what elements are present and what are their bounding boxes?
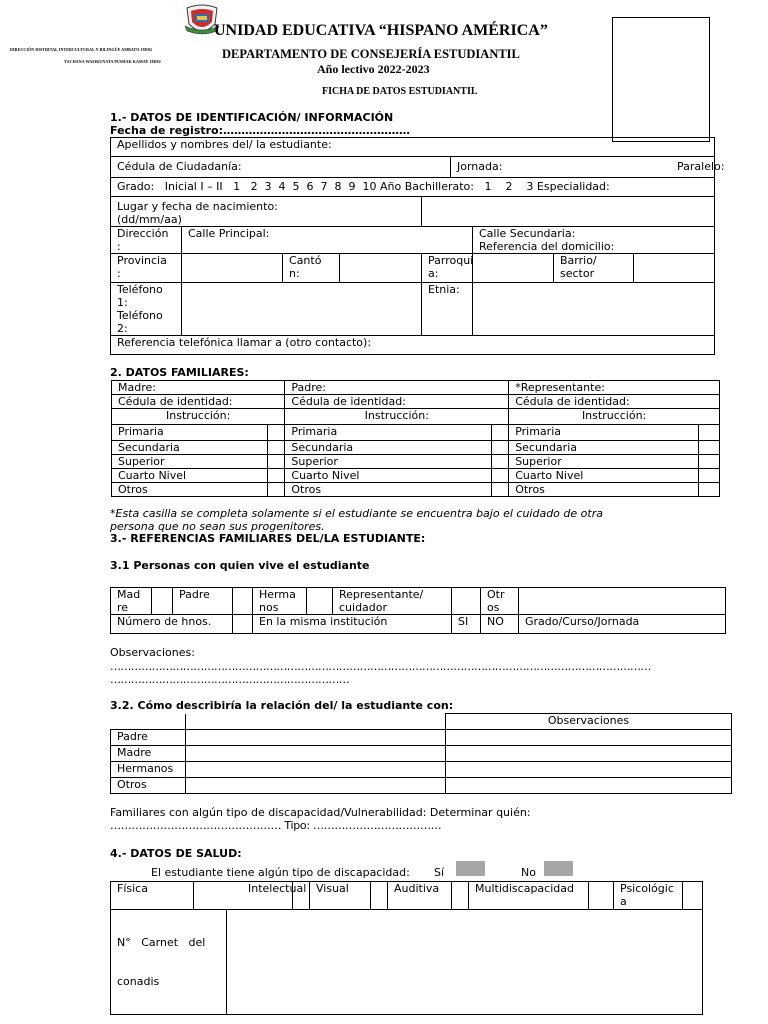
checkbox[interactable] [268,483,285,497]
form-title: FICHA DE DATOS ESTUDIANTIL [322,86,478,97]
father-field[interactable] [285,381,509,395]
multiple-disability-checkbox[interactable] [589,882,614,910]
education-level-cell [285,469,492,483]
education-level-label: Cuarto Nivel [118,469,187,482]
education-level-label: Secundaria [291,441,354,454]
education-level-label: Cuarto Nivel [515,469,584,482]
guardian-checkbox[interactable] [452,588,481,615]
education-level-cell [285,425,492,441]
family-disability-label: Familiares con algún tipo de discapacidad/Vulnerabilidad: Determinar quién: [110,806,531,819]
education-level-cell [285,441,492,455]
checkbox[interactable] [698,483,719,497]
education-level-label: Cuarto Nivel [291,469,360,482]
visual-label: Visual [316,882,349,895]
multiple-disability-option [469,882,589,910]
siblings-option-label-2: nos [259,601,279,614]
conadis-card-label-cell [111,910,227,1015]
education-level-cell [112,455,268,469]
section3-title: 3.- REFERENCIAS FAMILIARES DEL/LA ESTUDIANTE: [110,532,426,545]
relation-row-label [111,762,186,778]
relation-field[interactable] [186,778,446,794]
canton-label-cell [283,254,340,283]
relation-others-label: Otros [117,778,147,791]
education-level-label: Otros [118,483,148,496]
school-year: Año lectivo 2022-2023 [317,62,430,76]
grade-field[interactable] [111,178,715,197]
father-instruction-label: Instrucción: [364,409,429,422]
home-reference-label: Referencia del domicilio: [479,240,615,253]
section3-1-title: 3.1 Personas con quien vive el estudiante [110,559,370,572]
siblings-count-field[interactable] [233,615,253,634]
address-label: Dirección [117,227,169,240]
neighborhood-label: Barrio/ [560,254,597,267]
relation-siblings-label: Hermanos [117,762,174,775]
lives-with-table [110,587,726,634]
emergency-contact-label: Referencia telefónica llamar a (otro contacto): [117,336,372,349]
district-line-1: DIRECCIÓN DISTRITAL INTERCULTURAL Y BILINGÜE AMBATO 18D02 [10,47,152,52]
relation-observation-field[interactable] [446,746,732,762]
siblings-count-label-cell [111,615,233,634]
education-level-label: Primaria [515,425,561,438]
relation-father-label: Padre [117,730,148,743]
father-option-label: Padre [179,588,210,601]
auditory-checkbox[interactable] [452,882,469,910]
guardian-option-label: Representante/ [339,588,424,601]
secondary-street-field[interactable] [473,227,715,254]
phone1-label-2: 1: [117,296,128,309]
psychological-option [614,882,683,910]
schedule-label: Jornada: [457,160,503,173]
neighborhood-field[interactable] [634,254,715,283]
disability-yes-label: Sí [434,866,445,879]
id-card-label: Cédula de Ciudadanía: [117,160,242,173]
department-name: DEPARTAMENTO DE CONSEJERÍA ESTUDIANTIL [222,47,520,61]
health-table [110,881,703,1015]
observations-header [446,714,732,730]
schedule-field[interactable] [451,157,725,178]
checkbox[interactable] [268,455,285,469]
multiple-disability-label: Multidiscapacidad [475,882,574,895]
guardian-option [333,588,452,615]
checkbox[interactable] [698,455,719,469]
section2-title: 2. DATOS FAMILIARES: [110,366,249,379]
mother-field[interactable] [112,381,285,395]
checkbox[interactable] [492,425,509,441]
phone2-label-2: 2: [117,322,128,335]
disability-question: El estudiante tiene algún tipo de discapacidad: [151,866,410,879]
phone-field[interactable] [182,283,422,336]
education-level-cell [509,441,699,455]
relation-row-label [111,746,186,762]
checkbox[interactable] [268,425,285,441]
full-name-field[interactable] [111,138,715,157]
mother-id-field[interactable] [112,395,285,409]
province-label-cell [111,254,182,283]
visual-checkbox[interactable] [371,882,388,910]
address-label-cell [111,227,182,254]
representative-field[interactable] [509,381,720,395]
representative-note-1: *Esta casilla se completa solamente si el estudiante se encuentra bajo el cuidado de otra [110,507,603,520]
checkbox[interactable] [698,425,719,441]
checkbox[interactable] [492,441,509,455]
same-school-label: En la misma institución [259,615,388,628]
photo-box[interactable] [612,17,710,142]
checkbox[interactable] [698,469,719,483]
visual-option [310,882,371,910]
parish-field[interactable] [473,254,554,283]
siblings-count-label: Número de hnos. [117,615,212,628]
identification-table [110,137,725,355]
same-school-label-cell [253,615,452,634]
disability-yes-box[interactable] [456,861,485,876]
mother-option-label-2: re [117,601,129,614]
parish-label-cell [422,254,473,283]
yes-label: SI [458,615,469,628]
physical-option [111,882,194,910]
intellectual-label: Intelectual [248,882,307,895]
representative-label: *Representante: [515,381,605,394]
family-disability-line[interactable]: ………………………………………… Tipo: ……………………………… [110,819,442,832]
mother-instruction-header [112,409,285,425]
checkbox[interactable] [492,455,509,469]
education-level-label: Otros [515,483,545,496]
canton-label: Cantó [289,254,322,267]
phone2-label: Teléfono [117,309,163,322]
relation-field[interactable] [186,762,446,778]
representative-id-field[interactable] [509,395,720,409]
observations-line-2[interactable]: …………………………………………………………… [110,673,350,686]
conadis-card-field[interactable] [227,910,703,1015]
no-label: NO [487,615,504,628]
others-field[interactable] [519,588,726,615]
section4-title: 4.- DATOS DE SALUD: [110,847,242,860]
secondary-street-label: Calle Secundaria: [479,227,576,240]
section3-2-title: 3.2. Cómo describiría la relación del/ la estudiante con: [110,699,454,712]
grade-label: Grado: Inicial I – II 1 2 3 4 5 6 7 8 9 10 Año Bachillerato: 1 2 3 Especialidad: [117,180,610,193]
mother-option-label: Mad [117,588,141,601]
family-data-table [111,380,720,497]
relationship-table [110,713,732,794]
psychological-label-2: a [620,895,627,908]
relation-field[interactable] [186,746,446,762]
education-level-label: Superior [515,455,562,468]
grade-course-field[interactable] [519,615,726,634]
psychological-label: Psicológic [620,882,674,895]
education-level-cell [509,425,699,441]
education-level-label: Secundaria [118,441,180,454]
birth-value-field[interactable] [422,197,715,227]
others-option-label-2: os [487,601,500,614]
registration-date: Fecha de registro:…………………………………………… [110,124,411,137]
full-name-label: Apellidos y nombres del/ la estudiante: [117,138,332,151]
representative-instruction-label: Instrucción: [581,409,647,422]
education-level-label: Superior [118,455,165,468]
neighborhood-label-2: sector [560,267,595,280]
education-level-cell [285,483,492,497]
phone-label-cell [111,283,182,336]
father-id-label: Cédula de identidad: [291,395,406,408]
education-level-cell [509,469,699,483]
observations-header-label: Observaciones [547,714,630,727]
relation-row-label [111,778,186,794]
no-option[interactable] [481,615,519,634]
education-level-cell [285,455,492,469]
class-section-label: Paralelo: [677,160,725,173]
section1-title: 1.- DATOS DE IDENTIFICACIÓN/ INFORMACIÓN [110,111,394,124]
canton-field[interactable] [340,254,422,283]
father-instruction-header [285,409,509,425]
canton-label-2: n: [289,267,300,280]
auditory-label: Auditiva [394,882,440,895]
parish-label: Parroqui [428,254,474,267]
conadis-card-label: N° Carnet del [117,936,206,949]
id-card-field[interactable] [111,157,451,178]
mother-instruction-label: Instrucción: [166,409,231,422]
checkbox[interactable] [268,469,285,483]
education-level-cell [509,455,699,469]
father-option [173,588,233,615]
mother-id-label: Cédula de identidad: [118,395,233,408]
education-level-label: Superior [291,455,338,468]
emergency-contact-field[interactable] [111,336,715,355]
address-colon: : [117,240,121,253]
ethnicity-field[interactable] [473,283,715,336]
school-name: UNIDAD EDUCATIVA “HISPANO AMÉRICA” [214,22,548,39]
province-colon: : [117,267,121,280]
siblings-option-label: Herma [259,588,296,601]
district-line-2: YACHANA WASIKUNATA PUSHAK KAMAY 18D02 [64,59,161,64]
relation-observation-field[interactable] [446,730,732,746]
intellectual-option [194,882,307,910]
relation-observation-field[interactable] [446,762,732,778]
observations-label: Observaciones: [110,646,195,659]
checkbox[interactable] [268,441,285,455]
disability-no-label: No [521,866,536,879]
physical-label: Física [117,882,148,895]
birth-date-format: (dd/mm/aa) [117,213,182,226]
birth-place-date-field[interactable] [111,197,422,227]
ethnicity-label-cell [422,283,473,336]
father-id-field[interactable] [285,395,509,409]
representative-instruction-header [509,409,720,425]
disability-no-box[interactable] [544,861,573,876]
neighborhood-label-cell [554,254,634,283]
observations-line-1[interactable]: ………………………………………………………………………………………………………………………………………… [110,660,651,673]
education-level-label: Primaria [118,425,164,438]
others-option-label: Otr [487,588,505,601]
education-level-cell [112,483,268,497]
father-label: Padre: [291,381,327,394]
conadis-card-label-2: conadis [117,975,160,988]
checkbox[interactable] [492,483,509,497]
checkbox[interactable] [492,469,509,483]
province-field[interactable] [182,254,283,283]
auditory-option [388,882,452,910]
relation-field[interactable] [186,730,446,746]
education-level-cell [112,441,268,455]
checkbox[interactable] [698,441,719,455]
representative-id-label: Cédula de identidad: [515,395,630,408]
psychological-checkbox[interactable] [683,882,703,910]
siblings-checkbox[interactable] [307,588,333,615]
father-checkbox[interactable] [233,588,253,615]
education-level-label: Otros [291,483,322,496]
education-level-cell [112,425,268,441]
relation-mother-label: Madre [117,746,152,759]
main-street-field[interactable] [182,227,473,254]
mother-checkbox[interactable] [152,588,173,615]
phone1-label: Teléfono [117,283,163,296]
relation-observation-field[interactable] [446,778,732,794]
education-level-cell [112,469,268,483]
education-level-label: Primaria [291,425,338,438]
others-option [481,588,519,615]
relation-row-label [111,730,186,746]
education-level-label: Secundaria [515,441,577,454]
main-street-label: Calle Principal: [188,227,270,240]
yes-option[interactable] [452,615,481,634]
siblings-option [253,588,307,615]
parish-label-2: a: [428,267,439,280]
mother-label: Madre: [118,381,156,394]
education-level-cell [509,483,699,497]
province-label: Provincia [117,254,167,267]
mother-option [111,588,152,615]
guardian-option-label-2: cuidador [339,601,388,614]
ethnicity-label: Etnia: [428,283,460,296]
grade-course-label: Grado/Curso/Jornada [525,615,640,628]
representative-note-2: persona que no sean sus progenitores. [110,520,325,533]
birth-place-label: Lugar y fecha de nacimiento: [117,200,278,213]
